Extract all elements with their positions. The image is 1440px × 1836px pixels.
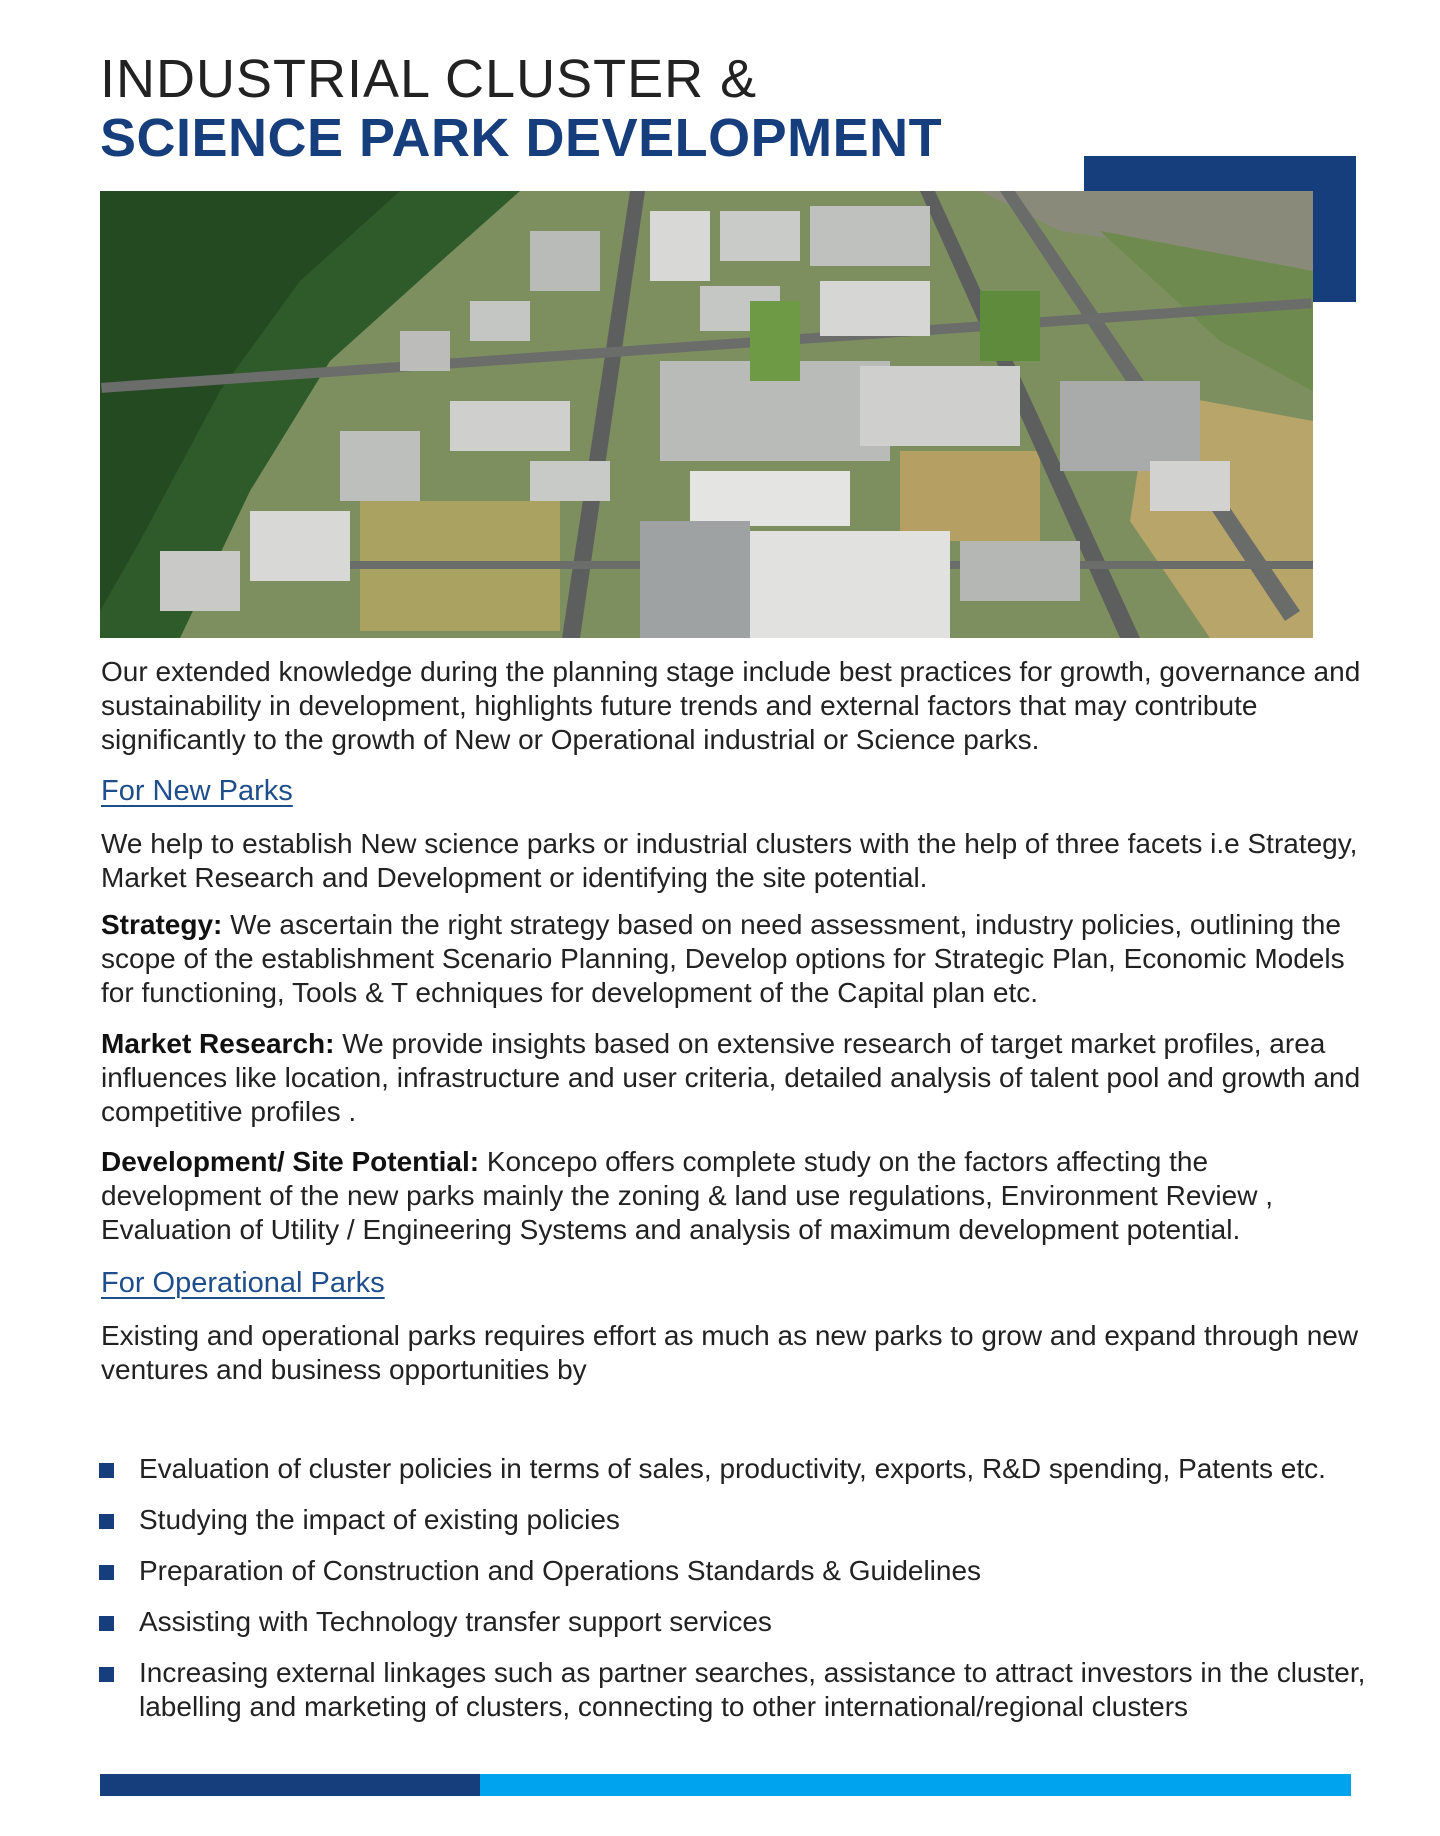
square-bullet-icon: [99, 1616, 114, 1631]
site-potential-paragraph: [101, 1145, 1361, 1247]
market-research-text: We provide insights based on extensive research of target market profiles, area influences like location, infrastructure and user criteria, detailed analysis of talent pool and growth and competitive profiles .: [101, 1028, 1361, 1127]
operational-bullet-list: [99, 1452, 1399, 1741]
strategy-label: Strategy:: [101, 909, 223, 940]
page-title: [100, 50, 942, 169]
site-potential-label: Development/ Site Potential:: [101, 1146, 480, 1177]
list-item: Increasing external linkages such as partner searches, assistance to attract investors in the cluster, labelling and marketing of clusters, connecting to other international/regional clusters: [99, 1656, 1399, 1724]
site-potential-text: Koncepo offers complete study on the factors affecting the development of the new parks mainly the zoning & land use regulations, Environment Review , Evaluation of Utility / Engineering Systems and analysis of maximum development potential.: [101, 1146, 1273, 1245]
square-bullet-icon: [99, 1565, 114, 1580]
title-line-1: INDUSTRIAL CLUSTER &: [100, 49, 758, 109]
heading-operational-parks: For Operational Parks: [101, 1267, 385, 1299]
operational-parks-intro: Existing and operational parks requires effort as much as new parks to grow and expand through new ventures and business opportunities by: [101, 1320, 1359, 1385]
list-item: Preparation of Construction and Operations Standards & Guidelines: [99, 1554, 1399, 1588]
footer-bar-dark: [100, 1774, 480, 1796]
strategy-paragraph: [101, 908, 1361, 1010]
square-bullet-icon: [99, 1463, 114, 1478]
market-research-paragraph: [101, 1027, 1361, 1129]
square-bullet-icon: [99, 1667, 114, 1682]
footer-bar-light: [480, 1774, 1351, 1796]
new-parks-intro: We help to establish New science parks or industrial clusters with the help of three facets i.e Strategy, Market Research and Development or identifying the site potential.: [101, 828, 1358, 893]
heading-new-parks: For New Parks: [101, 775, 293, 807]
list-item: Evaluation of cluster policies in terms of sales, productivity, exports, R&D spending, Patents etc.: [99, 1452, 1399, 1486]
square-bullet-icon: [99, 1514, 114, 1529]
list-item: Assisting with Technology transfer support services: [99, 1605, 1399, 1639]
title-line-2: SCIENCE PARK DEVELOPMENT: [100, 108, 943, 169]
intro-paragraph: Our extended knowledge during the planning stage include best practices for growth, governance and sustainability in development, highlights future trends and external factors that may contribute significantly to the growth of New or Operational industrial or Science parks.: [101, 656, 1361, 755]
list-item: Studying the impact of existing policies: [99, 1503, 1399, 1537]
market-research-label: Market Research:: [101, 1028, 335, 1059]
strategy-text: We ascertain the right strategy based on need assessment, industry policies, outlining the scope of the establishment Scenario Planning, Develop options for Strategic Plan, Economic Models for functioning, Tools & T echniques for development of the Capital plan etc.: [101, 909, 1345, 1008]
hero-aerial-photo: [100, 191, 1313, 638]
